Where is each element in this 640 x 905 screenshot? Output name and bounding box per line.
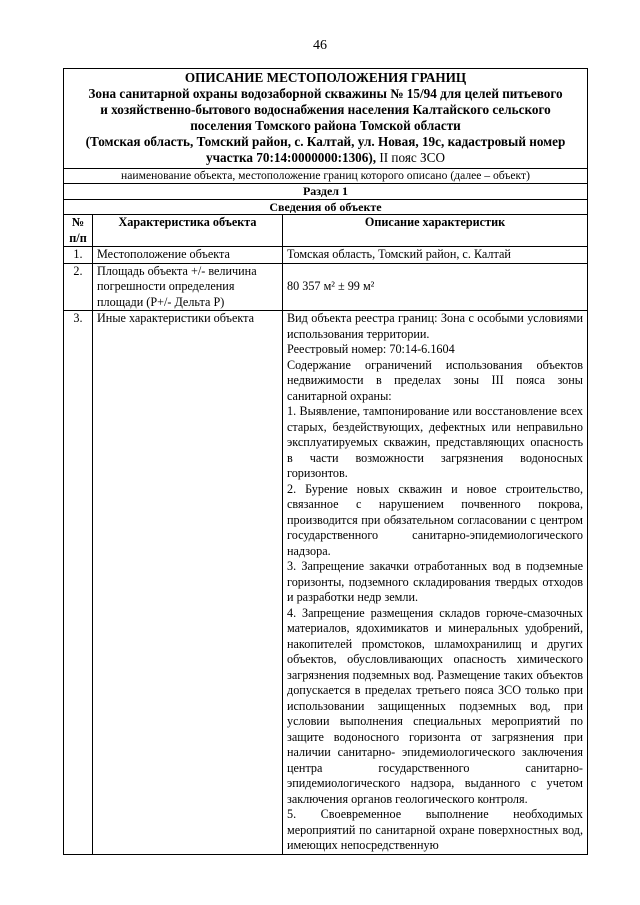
table-row [64, 263, 588, 311]
title-line: ОПИСАНИЕ МЕСТОПОЛОЖЕНИЯ ГРАНИЦ [184, 70, 467, 85]
title-line: поселения Томского района Томской области [190, 118, 461, 133]
description-paragraph: 5. Своевременное выполнение необходимых мероприятий по санитарной охране поверхностных вод, имеющих непосредственную [287, 807, 583, 852]
header-number-line1: № [71, 215, 85, 229]
document-title [64, 69, 588, 169]
section-subheading: Сведения об объекте [64, 199, 588, 215]
description-paragraph: 3. Запрещение закачки отработанных вод в подземные горизонты, подземного складирования твердых отходов и разработки недр земли. [287, 559, 583, 604]
table-row [64, 311, 588, 855]
section-subheading-row [64, 199, 588, 215]
table-header-row [64, 215, 588, 247]
row-characteristic: Местоположение объекта [93, 247, 283, 264]
subtitle-row [64, 169, 588, 184]
title-line: Зона санитарной охраны водозаборной скважины № 15/94 для целей питьевого [88, 86, 563, 101]
row-characteristic: Иные характеристики объекта [93, 311, 283, 855]
title-line: и хозяйственно-бытового водоснабжения населения Калтайского сельского [100, 102, 551, 117]
row-characteristic: Площадь объекта +/- величина погрешности определения площади (Р+/- Дельта Р) [93, 263, 283, 311]
row-number: 2. [64, 263, 93, 311]
document-table-wrapper [63, 68, 588, 855]
description-paragraph: Реестровый номер: 70:14-6.1604 [287, 342, 455, 356]
row-number: 1. [64, 247, 93, 264]
description-paragraph: 1. Выявление, тампонирование или восстановление всех старых, бездействующих, дефектных или неправильно эксплуатируемых скважин, представляющих опасность в части возможности загрязнения водоносных горизонтов. [287, 404, 583, 480]
description-paragraph: Содержание ограничений использования объектов недвижимости в пределах зоны III пояса зоны санитарной охраны: [287, 357, 583, 403]
header-number [64, 215, 93, 247]
description-paragraph: 4. Запрещение размещения складов горюче-смазочных материалов, ядохимикатов и минеральных удобрений, накопителей промстоков, шламохранилищ и других объектов, обусловливающих опасность химического загрязнения подземных вод. Размещение таких объектов допускается в пределах третьего пояса ЗСО только при использовании защищенных подземных вод, при условии выполнения специальных мероприятий по защите водоносного горизонта от загрязнения при наличии санитарно- эпидемиологического заключения центра государственного санитарно-эпидемиологического надзора, выданного с учетом заключения органов геологического контроля. [287, 605, 583, 806]
page-number: 46 [313, 38, 327, 53]
object-description-table [63, 68, 588, 855]
header-characteristic: Характеристика объекта [93, 215, 283, 247]
document-subtitle: наименование объекта, местоположение границ которого описано (далее – объект) [64, 169, 588, 184]
header-description: Описание характеристик [283, 215, 588, 247]
section-heading: Раздел 1 [64, 184, 588, 200]
row-description: 80 357 м² ± 99 м² [283, 263, 588, 311]
section-heading-row [64, 184, 588, 200]
table-row [64, 247, 588, 264]
title-row [64, 69, 588, 169]
title-cadastral-part: участка 70:14:0000000:1306), [206, 150, 377, 165]
description-paragraph: Вид объекта реестра границ: Зона с особыми условиями использования территории. [287, 311, 583, 341]
row-description [283, 311, 588, 855]
row-number: 3. [64, 311, 93, 855]
row-description: Томская область, Томский район, с. Калтай [283, 247, 588, 264]
title-zone-belt: II пояс ЗСО [376, 150, 445, 165]
title-line: (Томская область, Томский район, с. Калтай, ул. Новая, 19с, кадастровый номер [85, 134, 566, 149]
title-line-last [68, 150, 583, 166]
description-paragraph: 2. Бурение новых скважин и новое строительство, связанное с нарушением почвенного покрова, производится при обязательном согласовании с центром государственного санитарно-эпидемиологического надзора. [287, 481, 583, 558]
header-number-line2: п/п [69, 230, 87, 245]
